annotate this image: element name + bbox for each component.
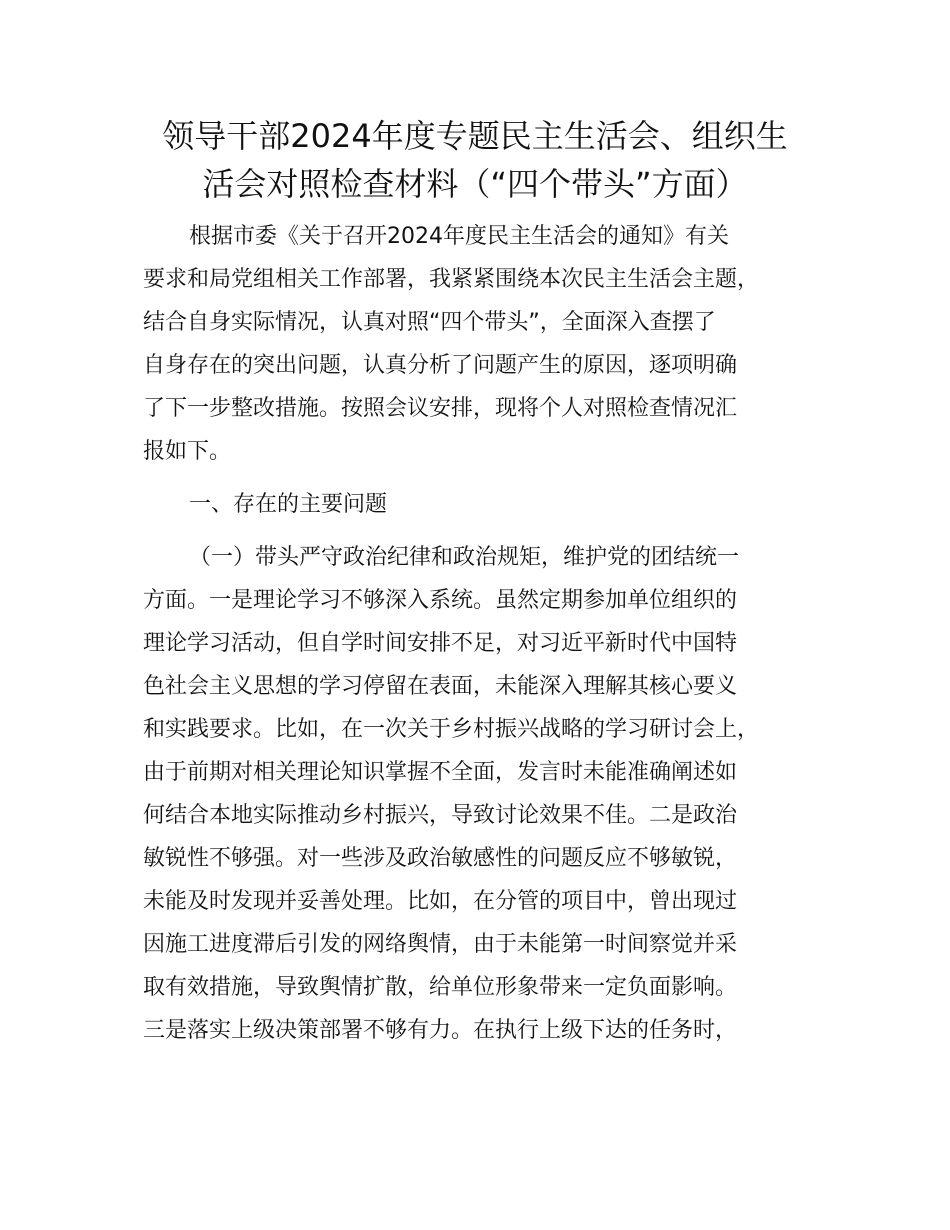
paragraph-line: 方面。一是理论学习不够深入系统。虽然定期参加单位组织的 xyxy=(143,588,738,613)
section-heading: 一、存在的主要问题 xyxy=(189,492,388,517)
paragraph-line: 何结合本地实际推动乡村振兴，导致讨论效果不佳。二是政治 xyxy=(143,803,738,828)
paragraph-line: 色社会主义思想的学习停留在表面，未能深入理解其核心要义 xyxy=(143,674,738,699)
document-title xyxy=(0,112,950,208)
paragraph-line: 未能及时发现并妥善处理。比如，在分管的项目中，曾出现过 xyxy=(143,889,738,914)
paragraph-line: 要求和局党组相关工作部署，我紧紧围绕本次民主生活会主题， xyxy=(143,267,760,292)
paragraph-line: （一）带头严守政治纪律和政治规矩，维护党的团结统一 xyxy=(189,545,740,570)
paragraph-line: 取有效措施，导致舆情扩散，给单位形象带来一定负面影响。 xyxy=(143,975,738,1000)
paragraph-line: 因施工进度滞后引发的网络舆情，由于未能第一时间察觉并采 xyxy=(143,932,738,957)
paragraph-line: 了下一步整改措施。按照会议安排，现将个人对照检查情况汇 xyxy=(143,396,738,421)
title-line: 领导干部2024年度专题民主生活会、组织生 xyxy=(162,117,788,155)
paragraph-line: 敏锐性不够强。对一些涉及政治敏感性的问题反应不够敏锐， xyxy=(143,846,738,871)
paragraph-line: 三是落实上级决策部署不够有力。在执行上级下达的任务时， xyxy=(143,1018,738,1043)
title-line: 活会对照检查材料（“四个带头”方面） xyxy=(202,165,748,203)
paragraph-line: 理论学习活动，但自学时间安排不足，对习近平新时代中国特 xyxy=(143,631,738,656)
document-body xyxy=(143,215,843,1052)
paragraph-line: 和实践要求。比如，在一次关于乡村振兴战略的学习研讨会上， xyxy=(143,717,760,742)
paragraph-line: 根据市委《关于召开2024年度民主生活会的通知》有关 xyxy=(189,224,729,249)
paragraph-line: 报如下。 xyxy=(143,439,232,464)
paragraph-line: 结合自身实际情况，认真对照“四个带头”，全面深入查摆了 xyxy=(143,310,716,335)
paragraph-line: 由于前期对相关理论知识掌握不全面，发言时未能准确阐述如 xyxy=(143,760,738,785)
paragraph-line: 自身存在的突出问题，认真分析了问题产生的原因，逐项明确 xyxy=(143,353,738,378)
